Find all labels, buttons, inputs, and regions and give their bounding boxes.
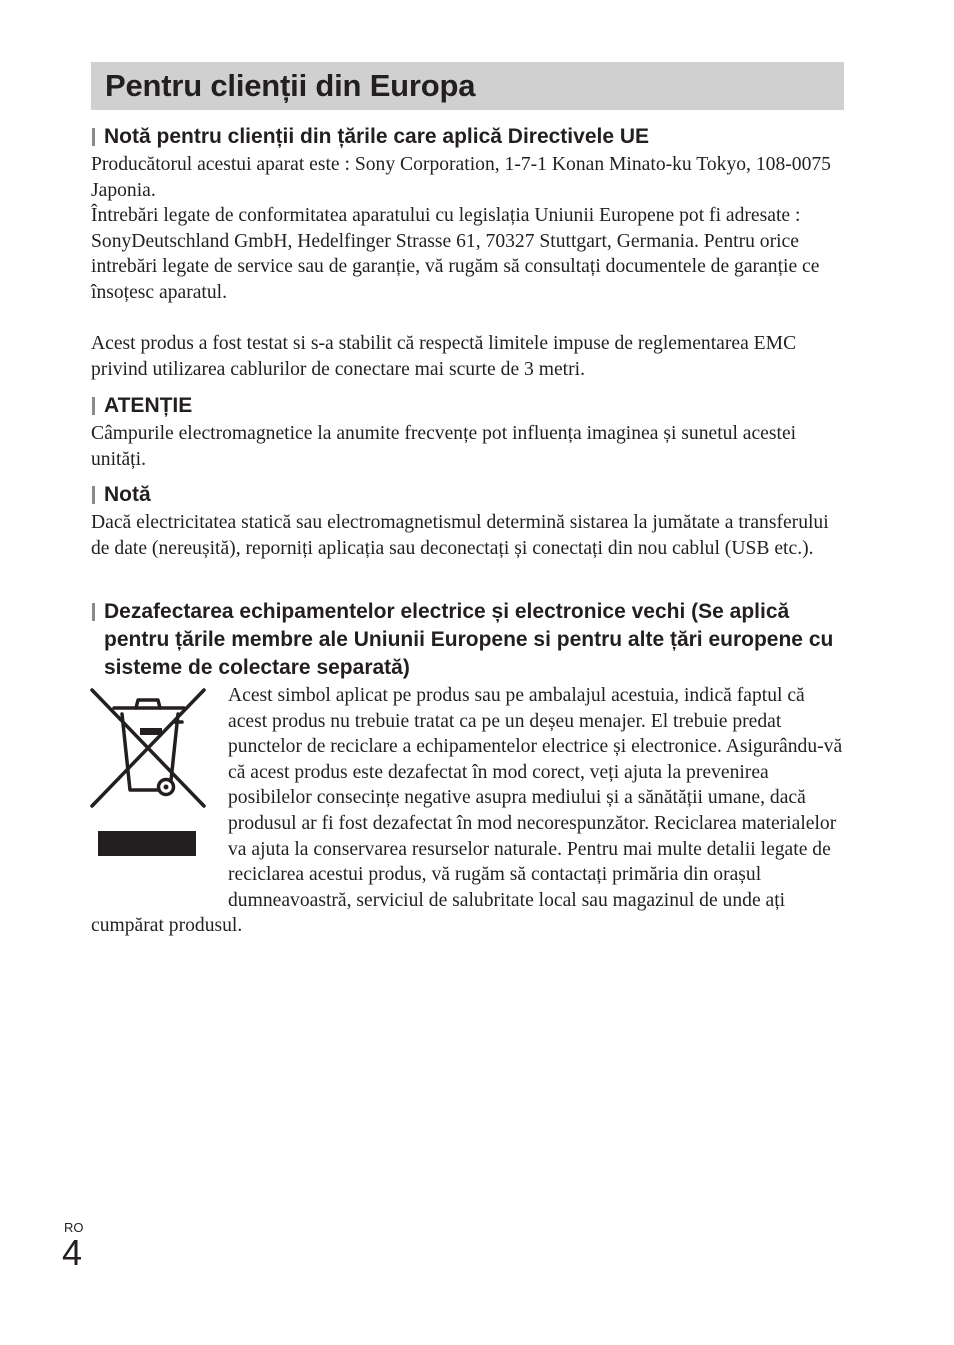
note-heading bbox=[91, 481, 844, 509]
directive-heading bbox=[91, 123, 844, 151]
compliance-paragraph: Întrebări legate de conformitatea aparatului cu legislația Uniunii Europene pot fi adresate : SonyDeutschland GmbH, Hedelfinger Strasse 61, 70327 Stuttgart, Germania. Pentru orice intrebări legate de service sau de garanție, vă rugăm să consultați documentele de garanție ce însoțesc aparatul. bbox=[91, 205, 820, 303]
attention-paragraph: Câmpurile electromagnetice la anumite frecvențe pot influența imaginea și sunetul acestei unități. bbox=[91, 423, 797, 470]
attention-heading-text: ATENȚIE bbox=[104, 394, 193, 417]
symbol-spacer bbox=[91, 683, 228, 888]
disposal-paragraph bbox=[91, 683, 844, 939]
heading-marker bbox=[92, 603, 95, 621]
disposal-heading-text: Dezafectarea echipamentelor electrice și electronice vechi (Se aplică pentru țările membre ale Uniunii Europene si pentru alte țări europene cu sisteme de colectare separată) bbox=[104, 600, 834, 679]
page-number: 4 bbox=[62, 1232, 83, 1273]
manufacturer-paragraph: Producătorul acestui aparat este : Sony Corporation, 1-7-1 Konan Minato-ku Tokyo, 108-0075 Japonia. bbox=[91, 154, 831, 201]
disposal-paragraph-text: Acest simbol aplicat pe produs sau pe ambalajul acestuia, indică faptul că acest produs nu trebuie tratat ca pe un deșeu menajer. El trebuie predat punctelor de reciclare a echipamentelor electrice și electronice. Asigurându-vă că acest produs este dezafectat în mod corect, veți ajuta la prevenirea posibilelor consecințe negative asupra mediului și a sănătății umane, dacă produsul ar fi fost dezafectat în mod necorespunzător. Reciclarea materialelor va ajuta la conservarea resurselor naturale. Pentru mai multe detalii legate de reciclarea acestui produs, vă rugăm să contactați primăria din orașul dumneavoastră, serviciul de salubritate local sau magazinul de unde ați cumpărat produsul. bbox=[91, 685, 843, 937]
note-heading-text: Notă bbox=[104, 483, 151, 506]
page-title: Pentru clienții din Europa bbox=[105, 68, 476, 103]
heading-marker bbox=[92, 486, 95, 504]
heading-marker bbox=[92, 397, 95, 415]
note-paragraph: Dacă electricitatea statică sau electromagnetismul determină sistarea la jumătate a transferului de date (nereușită), reporniți aplicația sau deconectați și conectați din nou cablul (USB etc.). bbox=[91, 512, 829, 559]
disposal-heading bbox=[91, 598, 844, 682]
page-title-bar bbox=[91, 62, 844, 110]
directive-heading-text: Notă pentru clienții din țările care aplică Directivele UE bbox=[104, 125, 650, 148]
heading-marker bbox=[92, 128, 95, 146]
language-code: RO bbox=[64, 1220, 84, 1235]
attention-heading bbox=[91, 392, 844, 420]
emc-paragraph: Acest produs a fost testat si s-a stabilit că respectă limitele impuse de reglementarea EMC privind utilizarea cablurilor de conectare mai scurte de 3 metri. bbox=[91, 333, 797, 380]
